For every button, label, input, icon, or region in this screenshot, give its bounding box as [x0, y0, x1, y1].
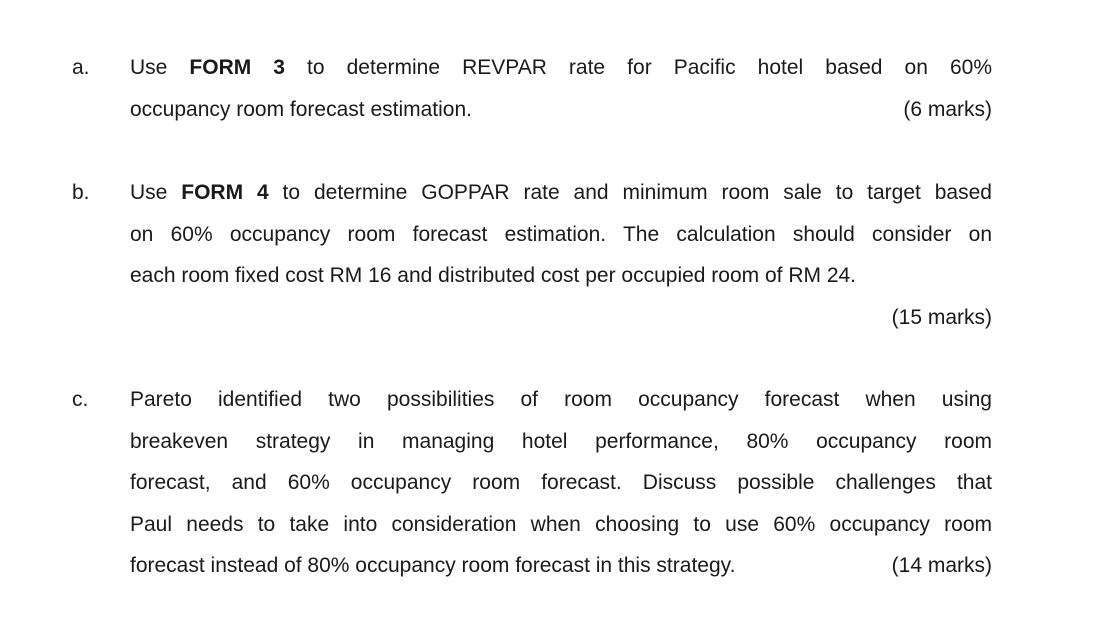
- question-letter: b.: [72, 181, 90, 204]
- marks-label: (15 marks): [891, 305, 992, 329]
- question-line: on 60% occupancy room forecast estimation. The calculation should consider on: [130, 222, 992, 246]
- question-letter: c.: [72, 388, 89, 411]
- question-body: [130, 379, 992, 587]
- line-text: to determine REVPAR rate for Pacific hotel based on 60%: [284, 56, 992, 79]
- marks-label: (6 marks): [903, 97, 992, 121]
- form-reference: FORM 3: [189, 56, 285, 79]
- form-reference: FORM 4: [181, 181, 269, 204]
- question-line: [130, 89, 992, 131]
- question-line: [130, 172, 992, 214]
- line-text: occupancy room forecast estimation.: [130, 97, 472, 121]
- question-line: breakeven strategy in managing hotel performance, 80% occupancy room: [130, 429, 992, 453]
- line-text: Use: [130, 56, 190, 79]
- question-line: [130, 545, 992, 587]
- question-body: [130, 172, 992, 338]
- marks-label: (14 marks): [891, 554, 992, 577]
- question-line: forecast, and 60% occupancy room forecast. Discuss possible challenges that: [130, 471, 992, 494]
- line-text: to determine GOPPAR rate and minimum room sale to target based: [268, 181, 992, 204]
- question-letter: a.: [72, 56, 90, 79]
- question-line: Paul needs to take into consideration when choosing to use 60% occupancy room: [130, 512, 992, 536]
- question-body: [130, 47, 992, 130]
- question-line: [130, 47, 992, 89]
- question-line: each room fixed cost RM 16 and distributed cost per occupied room of RM 24.: [130, 264, 857, 287]
- line-text: forecast instead of 80% occupancy room forecast in this strategy.: [130, 554, 736, 577]
- line-text: Use: [130, 181, 182, 204]
- question-line: Pareto identified two possibilities of room occupancy forecast when using: [130, 388, 992, 411]
